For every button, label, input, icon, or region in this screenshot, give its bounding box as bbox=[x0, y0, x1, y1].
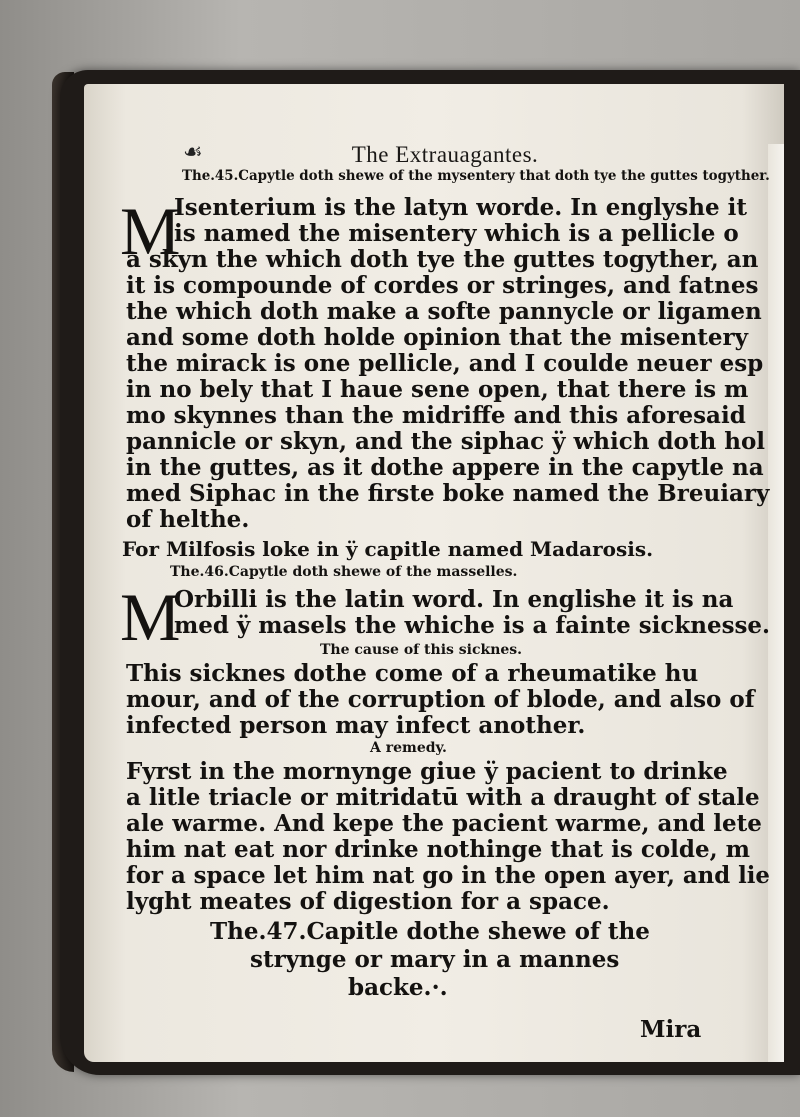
drop-initial-46: M bbox=[120, 579, 181, 655]
remedy-line-1: a litle triacle or mitridatū with a draught of stale bbox=[126, 784, 760, 811]
s45-line-0: Isenterium is the latyn worde. In englyshe it bbox=[174, 194, 747, 221]
s46-line-0: Orbilli is the latin word. In englishe it is na bbox=[174, 586, 734, 613]
s47-line-0: The.47.Capitle dothe shewe of the bbox=[210, 918, 650, 945]
section-46-heading: The.46.Capytle doth shewe of the masselles. bbox=[170, 564, 518, 580]
cause-line-2: infected person may infect another. bbox=[126, 712, 586, 739]
s45-line-11: med Siphac in the firste boke named the Breuiary bbox=[126, 480, 770, 507]
corner-ornament-icon: ☙ bbox=[183, 140, 203, 165]
section-45-heading: The.45.Capytle doth shewe of the mysentery that doth tye the guttes togyther. bbox=[182, 168, 770, 184]
s47-line-2: backe.·. bbox=[348, 974, 448, 1001]
remedy-line-0: Fyrst in the mornynge giue ÿ pacient to drinke bbox=[126, 758, 728, 785]
cause-line-1: mour, and of the corruption of blode, and also of bbox=[126, 686, 755, 713]
catchword: Mira bbox=[640, 1016, 702, 1043]
remedy-line-2: ale warme. And kepe the pacient warme, and lete bbox=[126, 810, 762, 837]
cause-line-0: This sicknes dothe come of a rheumatike hu bbox=[126, 660, 699, 687]
remedy-heading: A remedy. bbox=[370, 740, 447, 756]
page-edge bbox=[768, 144, 784, 1062]
s45-line-6: the mirack is one pellicle, and I coulde neuer esp bbox=[126, 350, 764, 377]
remedy-line-3: him nat eat nor drinke nothinge that is colde, m bbox=[126, 836, 750, 863]
s47-line-1: strynge or mary in a mannes bbox=[250, 946, 620, 973]
running-head: The Extrauagantes. bbox=[351, 142, 539, 167]
remedy-line-4: for a space let him nat go in the open ayer, and lie bbox=[126, 862, 770, 889]
s45-line-5: and some doth holde opinion that the misentery bbox=[126, 324, 748, 351]
s45-line-3: it is compounde of cordes or stringes, and fatnes bbox=[126, 272, 759, 299]
remedy-line-5: lyght meates of digestion for a space. bbox=[126, 888, 610, 915]
s45-line-1: is named the misentery which is a pellicle o bbox=[174, 220, 739, 247]
s45-line-2: a skyn the which doth tye the guttes togyther, an bbox=[126, 246, 759, 273]
s45-line-12: of helthe. bbox=[126, 506, 250, 533]
s45-line-4: the which doth make a softe pannycle or ligamen bbox=[126, 298, 762, 325]
cause-heading: The cause of this sicknes. bbox=[320, 642, 523, 658]
s45-line-10: in the guttes, as it dothe appere in the capytle na bbox=[126, 454, 764, 481]
s45-line-8: mo skynnes than the midriffe and this aforesaid bbox=[126, 402, 746, 429]
s45-line-7: in no bely that I haue sene open, that there is m bbox=[126, 376, 749, 403]
milfosis-note: For Milfosis loke in ÿ capitle named Madarosis. bbox=[122, 537, 654, 561]
s46-line-1: med ÿ masels the whiche is a fainte sicknesse. bbox=[174, 612, 771, 639]
s45-line-9: pannicle or skyn, and the siphac ÿ which doth hol bbox=[126, 428, 766, 455]
drop-initial-45: M bbox=[120, 193, 181, 269]
